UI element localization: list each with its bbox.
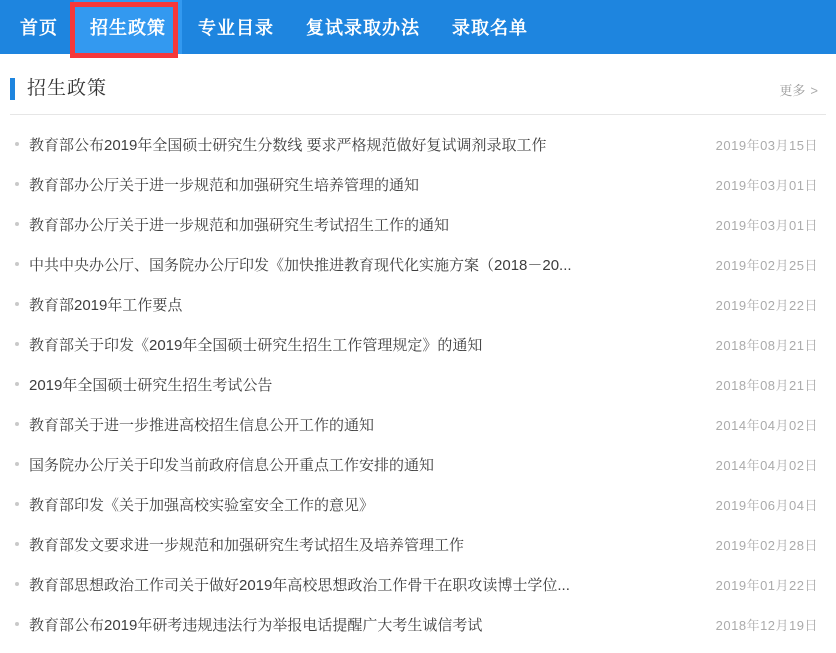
news-title[interactable]: 中共中央办公厅、国务院办公厅印发《加快推进教育现代化实施方案（2018－20... xyxy=(29,256,572,274)
news-date: 2014年04月02日 xyxy=(715,457,818,473)
bullet-dot-icon xyxy=(15,422,19,426)
bullet-dot-icon xyxy=(15,302,19,306)
news-list-item[interactable] xyxy=(10,364,826,404)
nav-tab-admission-list[interactable]: 录取名单 xyxy=(452,18,528,38)
bullet-dot-icon xyxy=(15,502,19,506)
news-list-item[interactable] xyxy=(10,564,826,604)
news-title[interactable]: 教育部关于印发《2019年全国硕士研究生招生工作管理规定》的通知 xyxy=(29,336,483,354)
nav-tab-major-catalog[interactable]: 专业目录 xyxy=(198,18,274,38)
news-title[interactable]: 教育部印发《关于加强高校实验室安全工作的意见》 xyxy=(29,496,375,514)
news-title[interactable]: 国务院办公厅关于印发当前政府信息公开重点工作安排的通知 xyxy=(29,456,435,474)
bullet-dot-icon xyxy=(15,382,19,386)
news-date: 2014年04月02日 xyxy=(715,417,818,433)
bullet-dot-icon xyxy=(15,182,19,186)
nav-tab-reexam-admission-method[interactable]: 复试录取办法 xyxy=(306,18,420,38)
bullet-dot-icon xyxy=(15,622,19,626)
news-title[interactable]: 2019年全国硕士研究生招生考试公告 xyxy=(29,376,273,394)
main-content xyxy=(0,78,836,644)
nav-tab-admission-policy[interactable]: 招生政策 xyxy=(74,0,182,54)
bullet-dot-icon xyxy=(15,262,19,266)
news-date: 2019年03月01日 xyxy=(715,177,818,193)
section-header xyxy=(10,78,826,115)
news-title[interactable]: 教育部办公厅关于进一步规范和加强研究生考试招生工作的通知 xyxy=(29,216,450,234)
nav-tab-home[interactable]: 首页 xyxy=(20,18,58,38)
news-list-item[interactable] xyxy=(10,484,826,524)
news-date: 2019年03月15日 xyxy=(715,137,818,153)
bullet-dot-icon xyxy=(15,582,19,586)
news-date: 2019年02月22日 xyxy=(715,297,818,313)
section-title: 招生政策 xyxy=(10,78,107,100)
chevron-right-icon: > xyxy=(810,82,818,98)
news-list xyxy=(10,124,826,644)
news-date: 2018年08月21日 xyxy=(715,337,818,353)
bullet-dot-icon xyxy=(15,142,19,146)
news-list-item[interactable] xyxy=(10,324,826,364)
news-title[interactable]: 教育部关于进一步推进高校招生信息公开工作的通知 xyxy=(29,416,375,434)
news-title[interactable]: 教育部发文要求进一步规范和加强研究生考试招生及培养管理工作 xyxy=(29,536,465,554)
news-title[interactable]: 教育部公布2019年全国硕士研究生分数线 要求严格规范做好复试调剂录取工作 xyxy=(29,136,547,154)
news-list-item[interactable] xyxy=(10,444,826,484)
more-link[interactable] xyxy=(779,80,826,99)
news-list-item[interactable] xyxy=(10,604,826,644)
news-list-item[interactable] xyxy=(10,524,826,564)
news-list-item[interactable] xyxy=(10,124,826,164)
news-title[interactable]: 教育部2019年工作要点 xyxy=(29,296,183,314)
news-title[interactable]: 教育部思想政治工作司关于做好2019年高校思想政治工作骨干在职攻读博士学位... xyxy=(29,576,570,594)
news-date: 2019年06月04日 xyxy=(715,497,818,513)
news-date: 2019年02月25日 xyxy=(715,257,818,273)
more-link-label: 更多 xyxy=(779,82,806,98)
news-date: 2019年03月01日 xyxy=(715,217,818,233)
news-list-item[interactable] xyxy=(10,284,826,324)
top-navbar xyxy=(0,0,836,54)
news-date: 2018年12月19日 xyxy=(715,617,818,633)
news-date: 2019年02月28日 xyxy=(715,537,818,553)
news-list-item[interactable] xyxy=(10,164,826,204)
bullet-dot-icon xyxy=(15,542,19,546)
news-list-item[interactable] xyxy=(10,404,826,444)
news-title[interactable]: 教育部公布2019年研考违规违法行为举报电话提醒广大考生诚信考试 xyxy=(29,616,483,634)
bullet-dot-icon xyxy=(15,342,19,346)
news-date: 2018年08月21日 xyxy=(715,377,818,393)
news-list-item[interactable] xyxy=(10,204,826,244)
bullet-dot-icon xyxy=(15,222,19,226)
news-date: 2019年01月22日 xyxy=(715,577,818,593)
bullet-dot-icon xyxy=(15,462,19,466)
news-list-item[interactable] xyxy=(10,244,826,284)
news-title[interactable]: 教育部办公厅关于进一步规范和加强研究生培养管理的通知 xyxy=(29,176,420,194)
